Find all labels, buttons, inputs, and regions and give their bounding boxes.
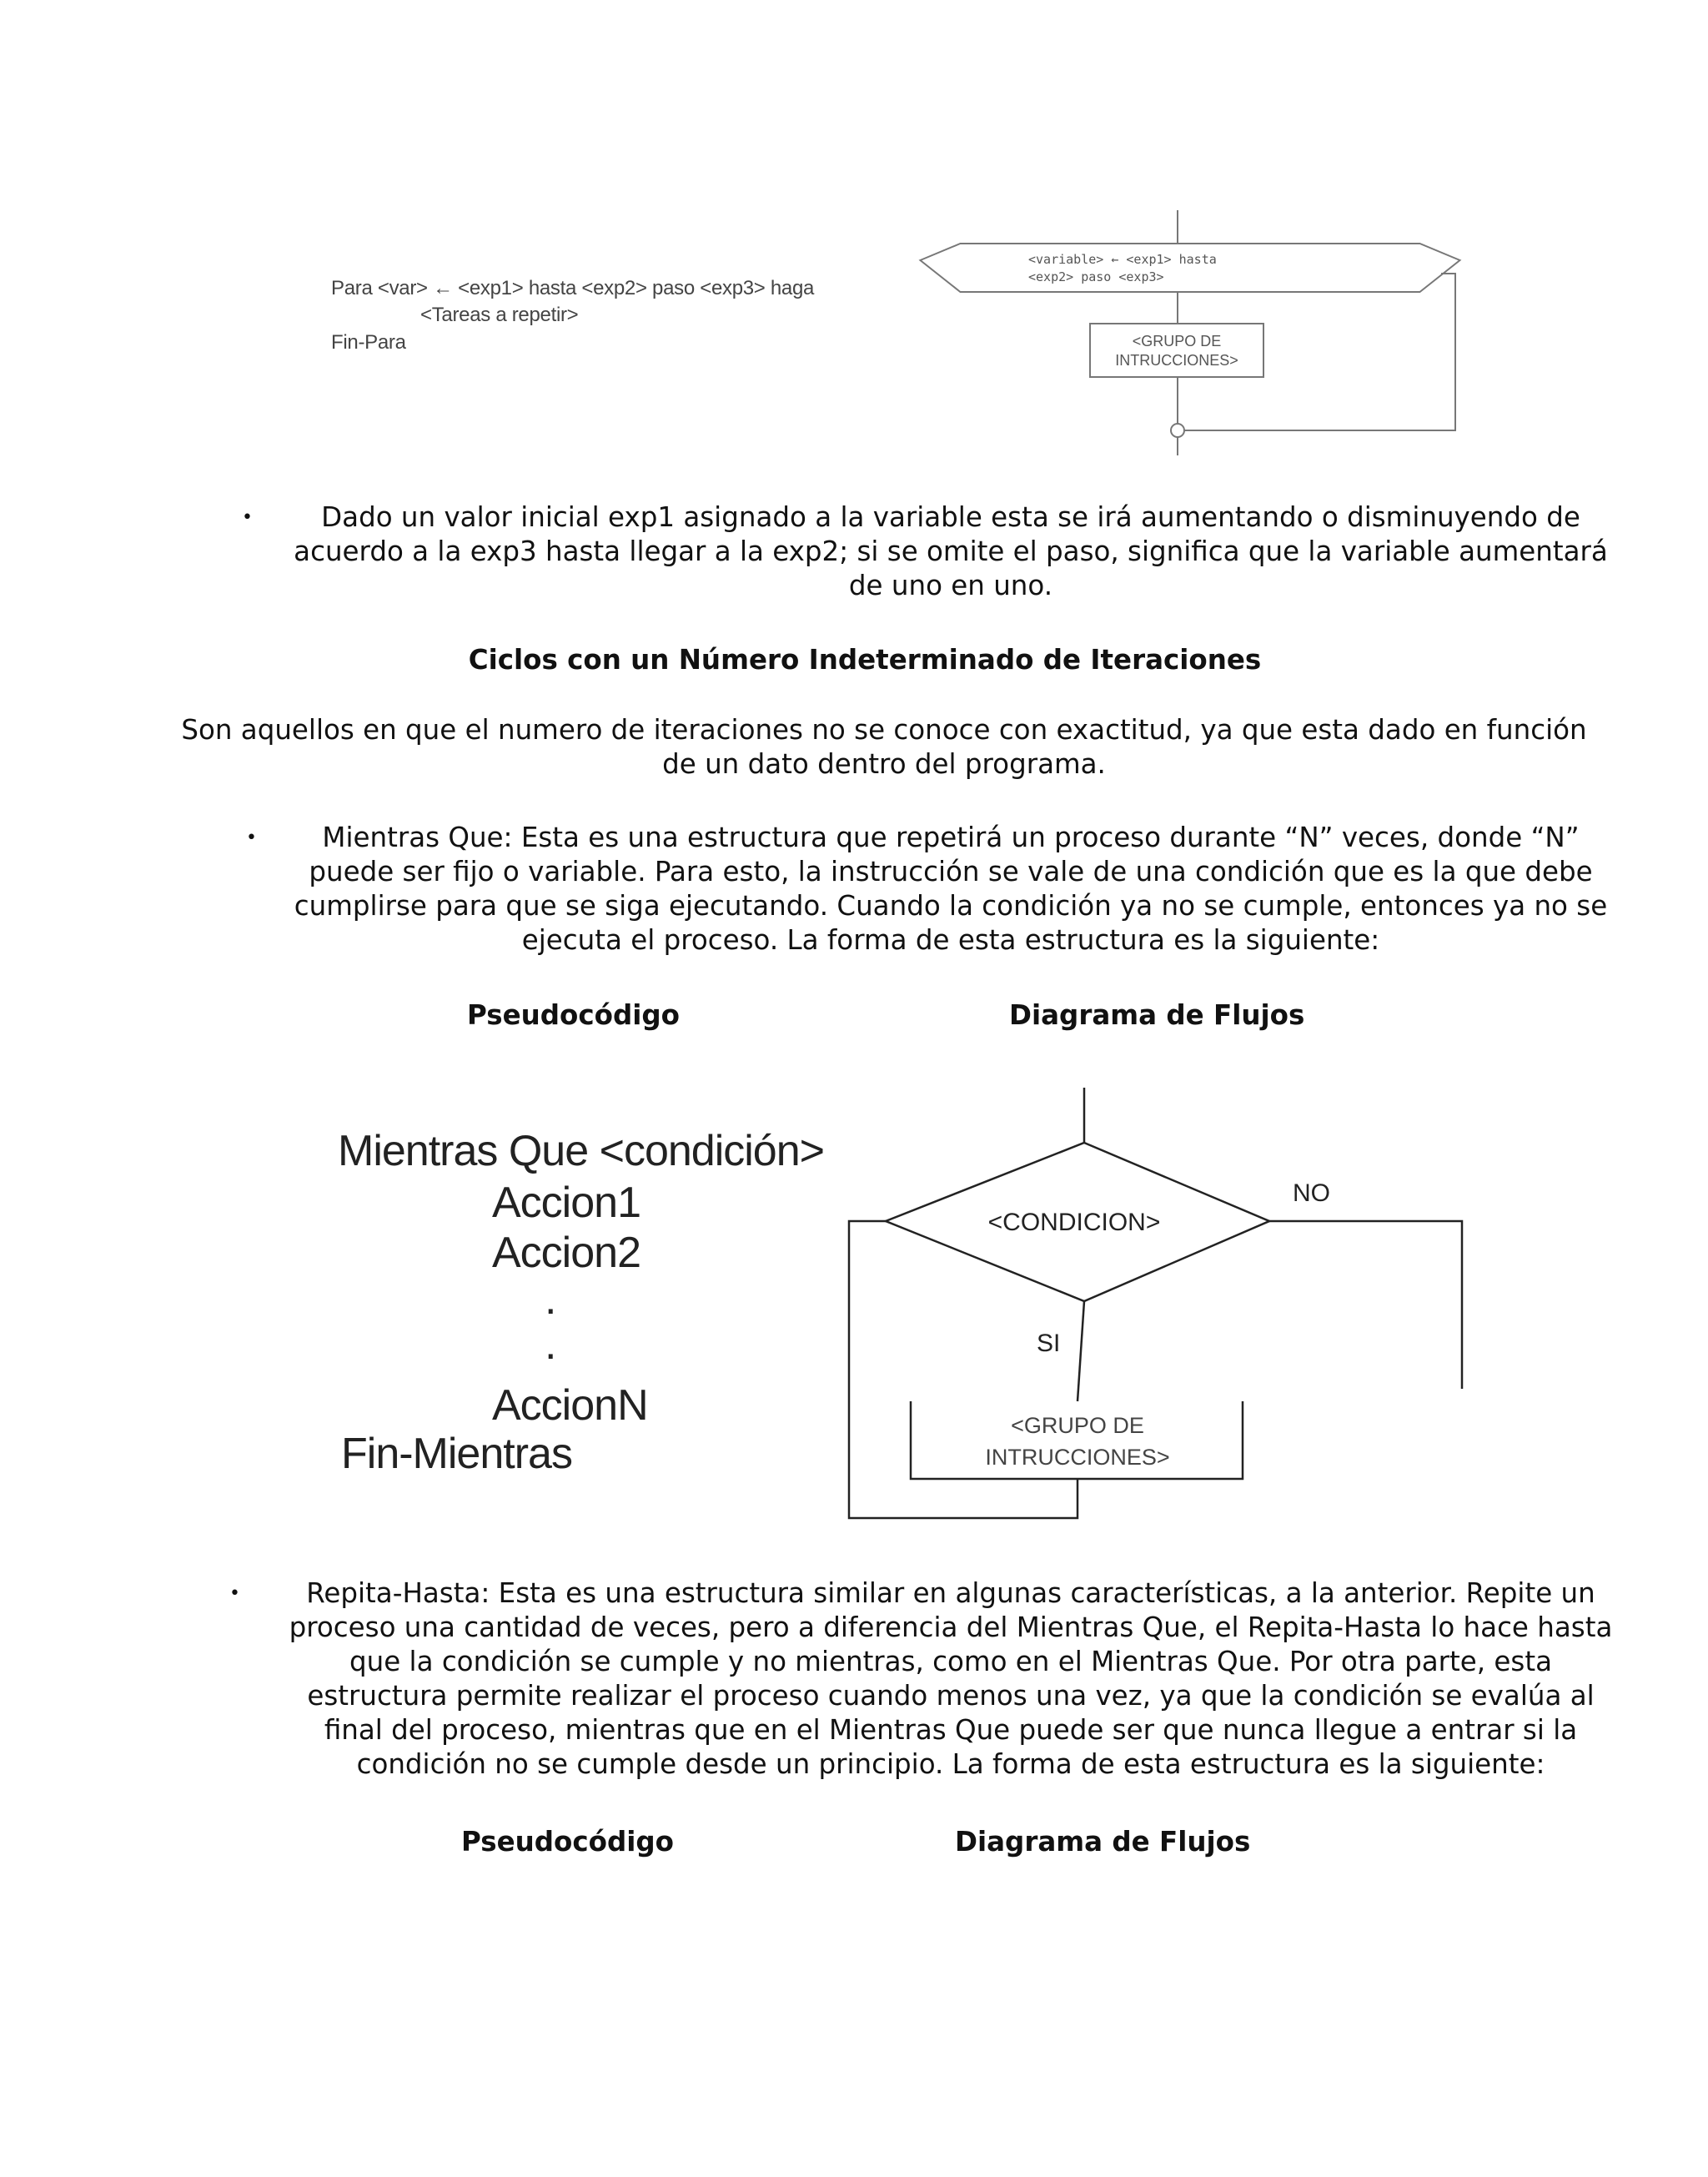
- section-intro-line-2: de un dato dentro del programa.: [662, 748, 1106, 780]
- condition-text: <CONDICION>: [987, 1209, 1161, 1236]
- section-heading: Ciclos con un Número Indeterminado de Iteraciones: [468, 644, 1262, 676]
- para-box-line-1: <GRUPO DE: [1132, 333, 1222, 349]
- mientras-pc-line-1: Mientras Que <condición>: [338, 1127, 825, 1175]
- repita-line-4: estructura permite realizar el proceso cuando menos una vez, ya que la condición se evalúa al: [307, 1680, 1595, 1712]
- mientras-bullet-symbol: •: [246, 827, 257, 848]
- mientras-pc-dot-2: .: [545, 1320, 556, 1369]
- bullet-1-symbol: •: [242, 507, 253, 528]
- section-intro-line-1: Son aquellos en que el numero de iteraciones no se conoce con exactitud, ya que esta dado en función: [181, 714, 1587, 746]
- para-line-1: Para <var> ← <exp1> hasta <exp2> paso <exp3> haga: [331, 277, 815, 299]
- mientras-pseudocode: [338, 1126, 855, 1485]
- mientras-line-1: Mientras Que: Esta es una estructura que repetirá un proceso durante “N” veces, donde “N”: [322, 822, 1580, 853]
- mientras-pc-line-5: Fin-Mientras: [341, 1430, 572, 1478]
- repita-label-flowchart: Diagrama de Flujos: [955, 1826, 1251, 1858]
- mientras-pc-dot-1: .: [545, 1275, 556, 1324]
- para-header-line-1: <variable> ← <exp1> hasta: [1028, 252, 1217, 267]
- bullet-1-line-1: Dado un valor inicial exp1 asignado a la variable esta se irá aumentando o disminuyendo de: [321, 501, 1580, 533]
- repita-text: [242, 1576, 1660, 1782]
- mientras-pc-line-4: AccionN: [492, 1381, 648, 1430]
- para-header-hexagon: [920, 244, 1459, 292]
- mientras-pc-line-3: Accion2: [492, 1229, 640, 1277]
- no-label: NO: [1293, 1179, 1330, 1207]
- para-line-3: Fin-Para: [331, 331, 406, 354]
- repita-label-pseudocode: Pseudocódigo: [461, 1826, 674, 1858]
- mientras-line-2: puede ser fijo o variable. Para esto, la instrucción se vale de una condición que es la que debe: [309, 856, 1593, 887]
- mientras-flowchart: [842, 1084, 1484, 1526]
- mientras-pc-line-2: Accion1: [492, 1179, 640, 1227]
- para-box-line-2: INTRUCCIONES>: [1115, 352, 1238, 369]
- para-flowchart: [909, 209, 1468, 467]
- para-pseudocode: [331, 275, 898, 367]
- mientras-text: [259, 821, 1643, 958]
- bullet-1-line-3: de uno en uno.: [848, 570, 1053, 601]
- mientras-line-3: cumplirse para que se siga ejecutando. Cuando la condición ya no se cumple, entonces ya no se: [294, 890, 1608, 922]
- para-instructions-box: [1090, 324, 1263, 377]
- para-header-line-2: <exp2> paso <exp3>: [1028, 269, 1164, 284]
- si-label: SI: [1037, 1330, 1061, 1357]
- repita-bullet-symbol: •: [229, 1583, 240, 1604]
- repita-line-5: final del proceso, mientras que en el Mientras Que puede ser que nunca llegue a entrar si la: [324, 1714, 1578, 1746]
- section-intro: [133, 713, 1635, 782]
- repita-line-2: proceso una cantidad de veces, pero a diferencia del Mientras Que, el Repita-Hasta lo hace hasta: [289, 1611, 1613, 1643]
- bullet-1-line-2: acuerdo a la exp3 hasta llegar a la exp2; si se omite el paso, significa que la variable aumentará: [294, 535, 1608, 567]
- mientras-box-line-2: INTRUCCIONES>: [985, 1445, 1170, 1470]
- si-branch-line: [1078, 1301, 1084, 1401]
- mientras-line-4: ejecuta el proceso. La forma de esta estructura es la siguiente:: [521, 924, 1380, 956]
- mientras-label-pseudocode: Pseudocódigo: [467, 999, 680, 1031]
- no-branch-line: [1269, 1221, 1462, 1389]
- para-line-2: <Tareas a repetir>: [420, 304, 579, 326]
- mientras-box-line-1: <GRUPO DE: [1011, 1413, 1144, 1438]
- mientras-label-flowchart: Diagrama de Flujos: [1009, 999, 1305, 1031]
- repita-line-1: Repita-Hasta: Esta es una estructura similar en algunas características, a la anterior. Repite un: [306, 1577, 1595, 1609]
- repita-line-6: condición no se cumple desde un principio. La forma de esta estructura es la siguiente:: [356, 1748, 1545, 1780]
- repita-line-3: que la condición se cumple y no mientras, como en el Mientras Que. Por otra parte, esta: [349, 1646, 1553, 1677]
- para-connector-circle: [1171, 424, 1184, 437]
- bullet-1-text: [250, 500, 1651, 603]
